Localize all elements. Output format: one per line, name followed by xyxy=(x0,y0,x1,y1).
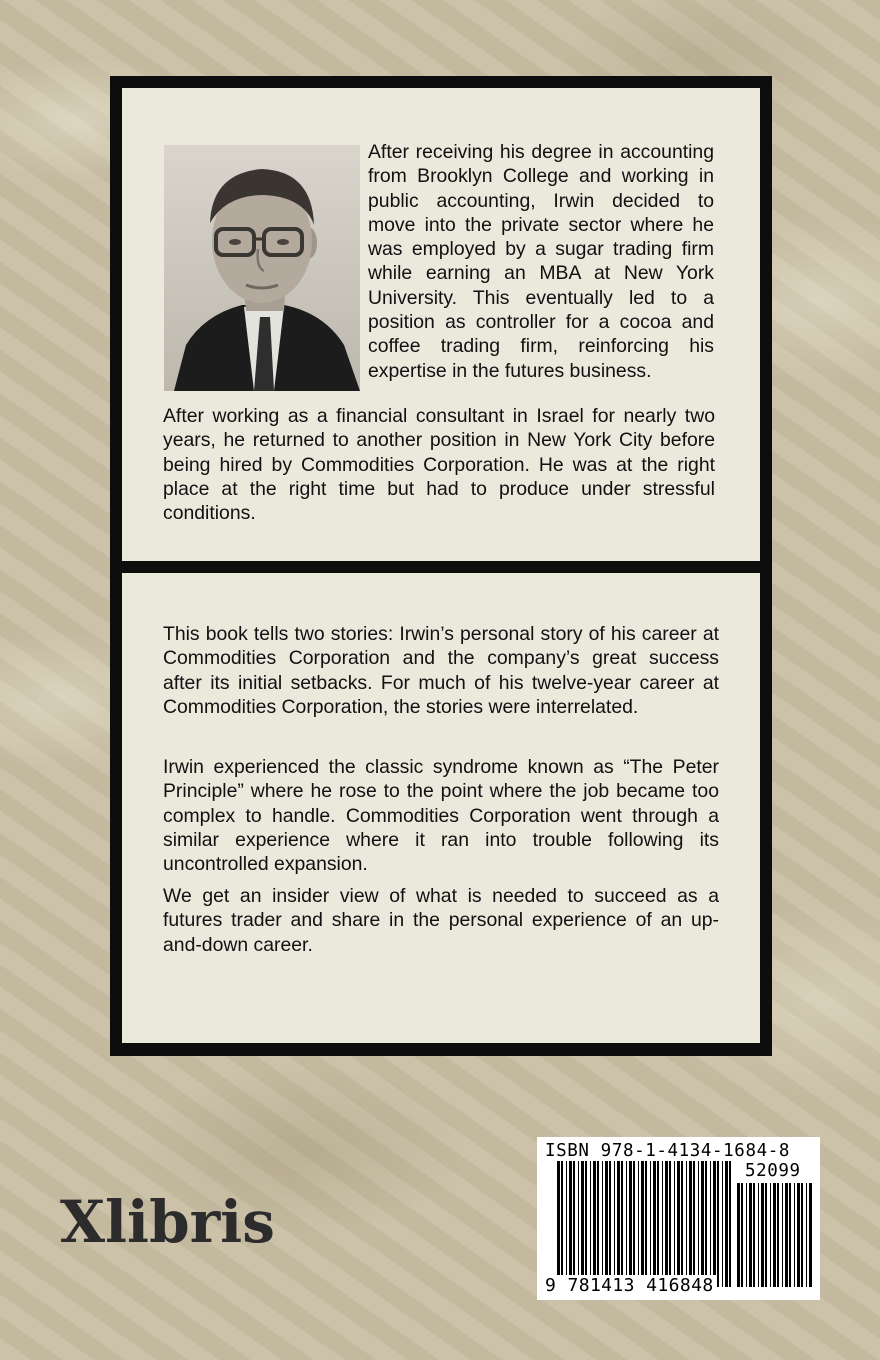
barcode-bar xyxy=(561,1161,563,1287)
barcode-bar xyxy=(737,1183,740,1287)
barcode-bar xyxy=(729,1161,731,1287)
barcode-bar xyxy=(669,1161,671,1287)
barcode-bar xyxy=(806,1183,807,1287)
synopsis-paragraph-1: This book tells two stories: Irwin’s personal story of his career at Commodities Corporation and the company’s great success after its initial setbacks. For much of his twelve-year career at Commodities Corporation, the stories were interrelated. xyxy=(163,623,719,718)
barcode-bar xyxy=(645,1161,647,1287)
barcode-bar xyxy=(785,1183,788,1287)
barcode-bar xyxy=(773,1183,776,1287)
barcode-bar xyxy=(629,1161,632,1287)
synopsis-paragraph-3: We get an insider view of what is needed to succeed as a futures trader and share in the personal experience of an up-and-down career. xyxy=(163,885,719,956)
publisher-logo: Xlibris xyxy=(60,1188,275,1256)
price-code: 52099 xyxy=(745,1161,801,1181)
barcode-bar xyxy=(741,1183,743,1287)
barcode-bar xyxy=(602,1161,603,1287)
barcode-bar xyxy=(641,1161,644,1287)
barcode-bar xyxy=(809,1183,812,1287)
author-bio-paragraph-2: After working as a financial consultant in Israel for nearly two years, he returned to another position in New York City before being hired by Commodities Corporation. He was at the right place at the right time but had to produce under stressful conditions. xyxy=(163,405,715,525)
barcode-bar xyxy=(597,1161,599,1287)
barcode-bar xyxy=(794,1183,795,1287)
barcode-bar xyxy=(693,1161,695,1287)
author-photo xyxy=(164,145,360,391)
barcode-bar xyxy=(717,1161,719,1287)
barcode-bar xyxy=(686,1161,687,1287)
isbn-label: ISBN 978-1-4134-1684-8 xyxy=(545,1141,790,1161)
barcode-bar xyxy=(590,1161,591,1287)
barcode-bar xyxy=(653,1161,656,1287)
barcode-bar xyxy=(581,1161,584,1287)
barcode-bar xyxy=(758,1183,759,1287)
barcode-bar xyxy=(638,1161,639,1287)
barcode-bar xyxy=(749,1183,752,1287)
barcode-bar xyxy=(609,1161,611,1287)
barcode-bar xyxy=(617,1161,620,1287)
barcode-bar xyxy=(681,1161,683,1287)
barcode-bar xyxy=(662,1161,663,1287)
barcode-bar xyxy=(569,1161,572,1287)
barcode-bar xyxy=(614,1161,615,1287)
barcode-bar xyxy=(557,1161,560,1287)
barcode-bar xyxy=(753,1183,755,1287)
barcode-bar xyxy=(593,1161,596,1287)
barcode-bar xyxy=(746,1183,747,1287)
barcode-bar xyxy=(789,1183,791,1287)
barcode-bar xyxy=(713,1161,716,1287)
barcode-bar xyxy=(621,1161,623,1287)
barcode-bar xyxy=(705,1161,707,1287)
barcode-bar xyxy=(801,1183,803,1287)
ean-digits: 9 781413 416848 xyxy=(545,1275,714,1296)
barcode-bar xyxy=(777,1183,779,1287)
author-bio-paragraph-1: After receiving his degree in accounting from Brooklyn College and working in public accounting, Irwin decided to move into the private sector where he was employed by a sugar trading firm while earning an MBA at New York University. This eventually led to a position as controller for a cocoa and coffee trading firm, reinforcing his expertise in the futures business. xyxy=(368,141,714,382)
synopsis-paragraph-2: Irwin experienced the classic syndrome known as “The Peter Principle” where he rose to the point where the job became too complex to handle. Commodities Corporation went through a similar experience where it ran into trouble following its uncontrolled expansion. xyxy=(163,756,719,876)
barcode-bar xyxy=(677,1161,680,1287)
barcode-bar xyxy=(633,1161,635,1287)
barcode-bar xyxy=(665,1161,668,1287)
barcode-bar xyxy=(605,1161,608,1287)
barcode-bar xyxy=(698,1161,699,1287)
author-bio-panel xyxy=(122,88,760,561)
barcode-bar xyxy=(585,1161,587,1287)
barcode-bar xyxy=(566,1161,567,1287)
barcode-bar xyxy=(674,1161,675,1287)
barcode-bar xyxy=(761,1183,764,1287)
isbn-barcode xyxy=(537,1137,820,1300)
barcode-bar xyxy=(701,1161,704,1287)
barcode-bar xyxy=(573,1161,575,1287)
barcode-bar xyxy=(578,1161,579,1287)
barcode-bar xyxy=(722,1161,723,1287)
barcode-bar xyxy=(626,1161,627,1287)
cover-frame xyxy=(110,76,772,1056)
barcode-bar xyxy=(765,1183,767,1287)
synopsis-panel xyxy=(122,573,760,1043)
barcode-bar xyxy=(710,1161,711,1287)
barcode-bar xyxy=(725,1161,728,1287)
barcode-bar xyxy=(782,1183,783,1287)
barcode-bar xyxy=(770,1183,771,1287)
barcode-bar xyxy=(689,1161,692,1287)
barcode-bar xyxy=(797,1183,800,1287)
barcode-bar xyxy=(650,1161,651,1287)
barcode-bar xyxy=(657,1161,659,1287)
